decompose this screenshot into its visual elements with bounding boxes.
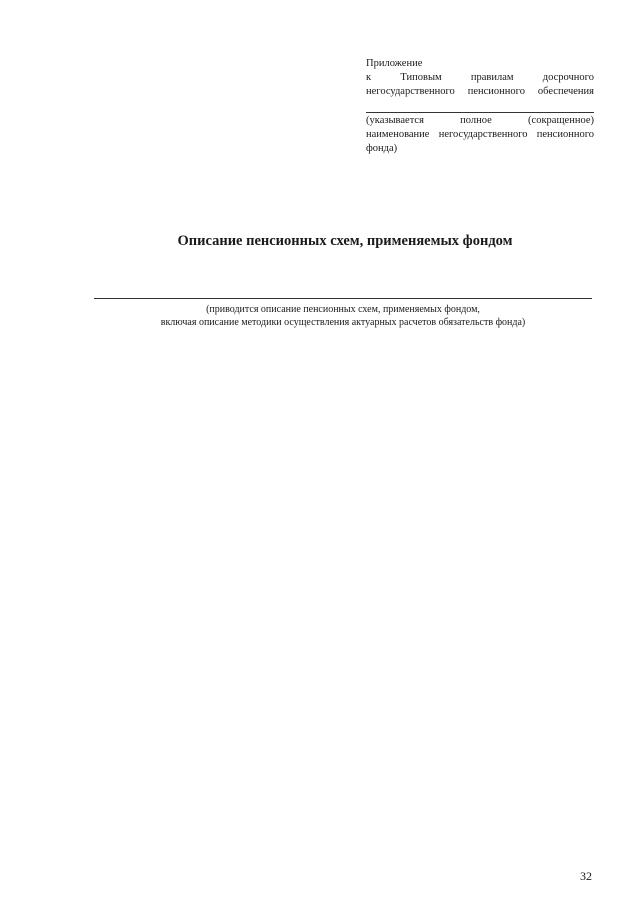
appendix-header: [366, 57, 594, 156]
page-title: Описание пенсионных схем, применяемых фондом: [177, 233, 513, 249]
appendix-reference-line-1: [366, 71, 594, 85]
description-blank-line: [94, 298, 592, 299]
reference-word: к: [366, 72, 372, 83]
description-hint-line-2: включая описание методики осуществления актуарных расчетов обязательств фонда): [160, 317, 526, 328]
description-hint: [94, 303, 592, 329]
hint-word: (сокращенное): [528, 115, 594, 126]
reference-word: негосударственного: [366, 86, 455, 97]
hint-word: (указывается: [366, 115, 424, 126]
reference-word: правилам: [470, 72, 514, 83]
hint-word: негосударственного: [438, 129, 528, 140]
appendix-reference-line-2: [366, 85, 594, 99]
reference-word: досрочного: [542, 72, 594, 83]
reference-word: Типовым: [400, 72, 442, 83]
fund-name-hint-line-2: [366, 128, 594, 142]
hint-word: наименование: [366, 129, 430, 140]
hint-word: пенсионного: [536, 129, 594, 140]
appendix-label: Приложение: [366, 58, 423, 69]
reference-word: обеспечения: [537, 86, 594, 97]
description-hint-line-1: (приводится описание пенсионных схем, применяемых фондом,: [206, 304, 480, 315]
hint-word: полное: [460, 115, 492, 126]
page-number: 32: [580, 869, 592, 883]
fund-name-hint-line-3: фонда): [366, 143, 398, 154]
fund-name-hint-line-1: [366, 114, 594, 128]
fund-name-blank-line: [366, 112, 594, 113]
reference-word: пенсионного: [467, 86, 525, 97]
fund-name-hint: [366, 114, 594, 156]
